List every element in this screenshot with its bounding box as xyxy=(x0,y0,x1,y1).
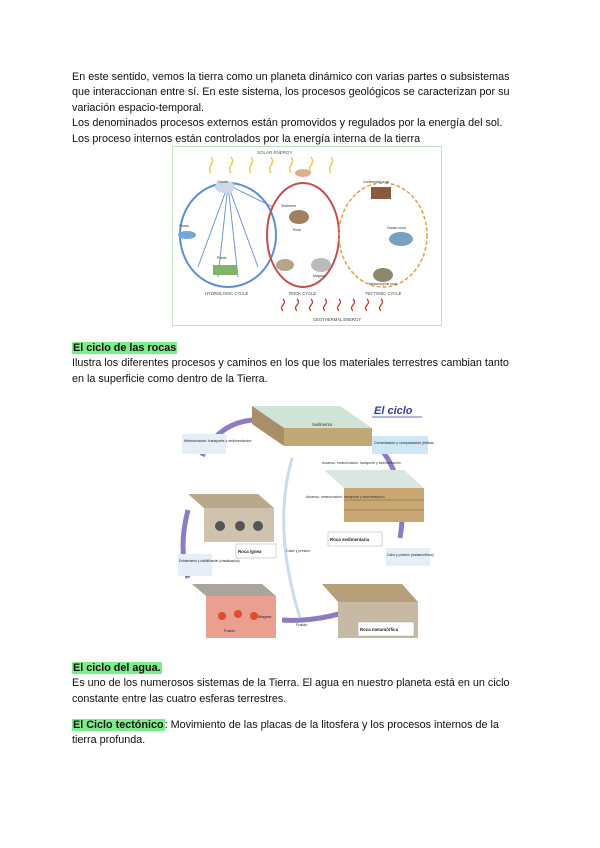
fusion-label-2: Fusión xyxy=(296,623,308,627)
intro-line-1: En este sentido, vemos la tierra como un planeta dinámico con varias partes o subsistemas xyxy=(72,71,510,83)
water-cycle-line-1: Es uno de los numerosos sistemas de la Tierra. El agua en nuestro planeta está en un ciclo xyxy=(72,677,510,690)
rock-cycle-title: El ciclo xyxy=(374,405,413,417)
svg-text:Roca ígnea: Roca ígnea xyxy=(238,549,262,554)
metamorphism-note xyxy=(386,548,434,566)
svg-text:Roca sedimentaria: Roca sedimentaria xyxy=(330,537,370,542)
intro-line-4: Los denominados procesos externos están promovidos y regulados por la energía del sol. xyxy=(72,117,503,130)
rock-cycle-line-1: Ilustra los diferentes procesos y caminos en los que los materiales terrestres cambian tanto xyxy=(72,357,509,370)
intro-line-2: que interaccionan entre sí. En este sistema, los procesos geológicos se caracterizan por su xyxy=(72,86,510,99)
metamorphic-rock-tag xyxy=(358,622,414,636)
ascent-label-1: Ascenso, meteorización, transporte y sedimentación xyxy=(322,461,401,465)
svg-text:Roca metamórfica: Roca metamórfica xyxy=(360,627,399,632)
cementation-note xyxy=(372,436,434,454)
label-rock: Rock xyxy=(293,228,301,232)
label-clouds: Clouds xyxy=(217,180,228,184)
meteorization-note xyxy=(182,434,252,454)
tectonic-cycle-line-2: tierra profunda. xyxy=(72,734,146,747)
rock-cycle-heading: El ciclo de las rocas xyxy=(73,342,177,354)
tectonic-cycle-section xyxy=(72,718,537,749)
tectonic-cycle-label: TECTONIC CYCLE xyxy=(365,291,402,296)
label-ocean-crust: Ocean crust xyxy=(387,226,406,230)
svg-text:Calor y presión (metamorfismo): Calor y presión (metamorfismo) xyxy=(387,553,434,557)
geothermal-energy-label: GEOTHERMAL ENERGY xyxy=(313,317,362,322)
cooling-note xyxy=(178,554,240,576)
magma-label: Magma xyxy=(258,614,272,619)
earth-cycles-diagram xyxy=(172,146,442,326)
sedimentary-rock-tag xyxy=(328,532,382,546)
intro-paragraph xyxy=(72,70,537,147)
label-plants: Plants xyxy=(217,256,227,260)
svg-text:Cementación y compactación (li: Cementación y compactación (litificación) xyxy=(374,441,434,445)
tectonic-cycle-heading: El Ciclo tectónico xyxy=(73,719,164,731)
label-metamorphic-rock: Metamorphic rock xyxy=(369,282,397,286)
rock-cycle-section xyxy=(72,341,537,387)
svg-text:Meteorización, transporte y se: Meteorización, transporte y sedimentación xyxy=(184,439,252,443)
intro-line-3: variación espacio-temporal. xyxy=(72,101,205,114)
igneous-rock-tag xyxy=(236,544,276,558)
rock-cycle-diagram xyxy=(172,398,434,640)
ascent-label-2: Ascenso, meteorización, transporte y sedimentación xyxy=(306,495,385,499)
hydrologic-cycle-label: HYDROLOGIC CYCLE xyxy=(205,291,249,296)
water-cycle-line-2: constante entre las cuatro esferas terrestres. xyxy=(72,692,287,705)
label-continental-crust: Continental crust xyxy=(363,180,390,184)
rock-cycle-line-2: en la superficie como dentro de la Tierra. xyxy=(72,372,268,385)
water-cycle-heading: El ciclo del agua. xyxy=(73,662,161,674)
rock-cycle-label: ROCK CYCLE xyxy=(289,291,317,296)
water-cycle-section xyxy=(72,661,537,707)
intro-line-5: Los proceso internos están controlados por la energía interna de la tierra xyxy=(72,132,421,145)
label-sediment: Sediment xyxy=(281,204,296,208)
svg-text:Enfriamiento y solidificación: Enfriamiento y solidificación (cristalización) xyxy=(179,559,240,563)
heat-pressure-label: Calor y presión xyxy=(286,549,311,553)
fusion-label-1: Fusión xyxy=(224,629,236,633)
tectonic-cycle-text: : Movimiento de las placas de la litosfera y los procesos internos de la xyxy=(164,719,499,731)
label-magma: Magma xyxy=(313,274,325,278)
solar-energy-label: SOLAR ENERGY xyxy=(257,150,293,155)
label-ocean: Ocean xyxy=(179,224,190,228)
sediment-label: Sedimento xyxy=(312,422,333,427)
